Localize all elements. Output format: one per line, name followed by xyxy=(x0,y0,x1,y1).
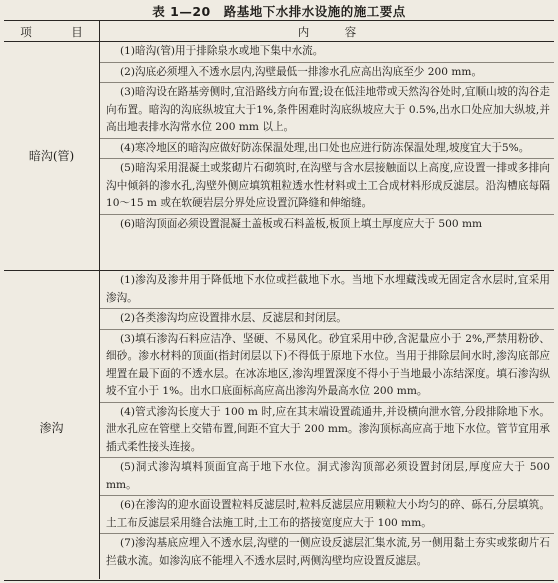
list-item: (1)渗沟及渗井用于降低地下水位或拦截地下水。当地下水埋藏浅或无固定含水层时,宜采用渗沟。 xyxy=(100,271,554,309)
table-header-row xyxy=(4,21,554,42)
list-item: (4)管式渗沟长度大于 100 m 时,应在其末端设置疏通井,并设横向泄水管,分段排除地下水。泄水孔应在管壁上交错布置,间距不宜大于 200 mm。渗沟顶标高应高于地下水位。管节宜用承插式柔性接头连接。 xyxy=(100,403,554,459)
list-item: (2)沟底必须埋入不透水层内,沟壁最低一排渗水孔应高出沟底至少 200 mm。 xyxy=(100,63,554,84)
section-blind-ditch xyxy=(4,42,554,271)
list-item: (3)填石渗沟石料应洁净、坚硬、不易风化。砂宜采用中砂,含泥量应小于 2%,严禁用粉砂、细砂。渗水材料的顶面(指封闭层以下)不得低于原地下水位。当用于排除层间水时,渗沟底部应埋置在最下面的不透水层。在冰冻地区,渗沟埋置深度不得小于当地最小冻结深度。填石渗沟纵坡不宜小于 1%。出水口底面标高应高出渗沟外最高水位 200 mm。 xyxy=(100,330,554,403)
header-item-column: 项 目 xyxy=(20,25,97,39)
list-item: (7)渗沟基底应埋入不透水层,沟壁的一侧应设反滤层汇集水流,另一侧用黏土夯实或浆砌片石拦截水流。如渗沟底不能埋入不透水层时,两侧沟壁均应设置反滤层。 xyxy=(106,537,550,567)
list-item: (3)暗沟设在路基旁侧时,宜沿路线方向布置;设在低洼地带或天然沟谷处时,宜顺山坡的沟谷走向布置。暗沟的沟底纵坡宜大于1%,条件困难时沟底纵坡应大于 0.5%,出水口处应加大纵坡,并高出地表排水沟常水位 200 mm 以上。 xyxy=(100,83,554,139)
section-seepage-ditch xyxy=(4,271,554,579)
header-content-column: 内 容 xyxy=(297,25,369,39)
list-item: (1)暗沟(管)用于排除泉水或地下集中水流。 xyxy=(100,42,554,63)
list-item: (2)各类渗沟均应设置排水层、反滤层和封闭层。 xyxy=(100,309,554,330)
list-item: (5)洞式渗沟填料顶面宜高于地下水位。洞式渗沟顶部必须设置封闭层,厚度应大于 500 mm。 xyxy=(100,458,554,496)
list-item: (4)寒冷地区的暗沟应做好防冻保温处理,出口处也应进行防冻保温处理,坡度宜大于5%。 xyxy=(100,139,554,160)
list-item: (6)在渗沟的迎水面设置粒料反滤层时,粒料反滤层应用颗粒大小均匀的碎、砾石,分层填筑。土工布反滤层采用缝合法施工时,土工布的搭接宽度应大于 100 mm。 xyxy=(100,496,554,534)
list-item: (6)暗沟顶面必须设置混凝土盖板或石料盖板,板顶上填土厚度应大于 500 mm xyxy=(120,217,483,230)
section-label: 暗沟(管) xyxy=(28,149,75,163)
section-label: 渗沟 xyxy=(39,421,64,435)
list-item: (5)暗沟采用混凝土或浆砌片石砌筑时,在沟壁与含水层接触面以上高度,应设置一排或多排向沟中倾斜的渗水孔,沟壁外侧应填筑粗粒透水性材料或土工合成材料形成反滤层。沿沟槽底每隔 10～15 m 或在软硬岩层分界处应设置沉降缝和伸缩缝。 xyxy=(100,159,554,215)
construction-points-table xyxy=(4,20,554,581)
section-items xyxy=(100,42,554,234)
section-items xyxy=(100,271,554,571)
table-caption: 表 1—20 路基地下水排水设施的施工要点 xyxy=(152,4,406,19)
